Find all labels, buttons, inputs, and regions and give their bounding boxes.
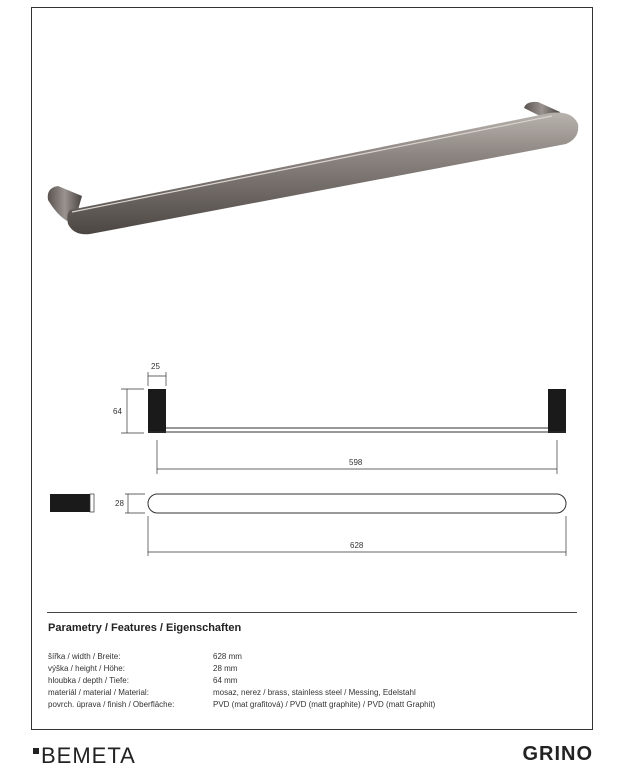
side-view-block bbox=[50, 494, 90, 512]
left-mount-block bbox=[148, 389, 166, 433]
spec-row-finish bbox=[48, 699, 578, 711]
product-name: GRINO bbox=[522, 743, 593, 765]
bar-top-view bbox=[148, 494, 566, 513]
brand-name: BEMETA bbox=[41, 743, 136, 768]
spec-value: 628 mm bbox=[213, 652, 242, 661]
dim-total-width: 628 bbox=[350, 541, 364, 550]
spec-value: PVD (mat grafitová) / PVD (matt graphite) / PVD (matt Graphit) bbox=[213, 700, 436, 709]
spec-row-width bbox=[48, 651, 578, 663]
spec-label: šířka / width / Breite: bbox=[48, 652, 121, 661]
spec-label: hloubka / depth / Tiefe: bbox=[48, 676, 129, 685]
spec-table bbox=[48, 651, 578, 711]
dim-inner-span: 598 bbox=[349, 458, 363, 467]
spec-label: povrch. úprava / finish / Oberfläche: bbox=[48, 700, 175, 709]
right-mount-block bbox=[548, 389, 566, 433]
spec-value: 64 mm bbox=[213, 676, 238, 685]
spec-value: 28 mm bbox=[213, 664, 238, 673]
spec-divider bbox=[47, 612, 577, 613]
spec-value: mosaz, nerez / brass, stainless steel / Messing, Edelstahl bbox=[213, 688, 416, 697]
spec-row-depth bbox=[48, 675, 578, 687]
brand-logo bbox=[33, 741, 136, 771]
spec-row-height bbox=[48, 663, 578, 675]
dim-depth: 28 bbox=[115, 499, 124, 508]
logo-square-icon bbox=[33, 748, 39, 754]
spec-row-material bbox=[48, 687, 578, 699]
spec-title: Parametry / Features / Eigenschaften bbox=[48, 622, 242, 634]
dim-height: 64 bbox=[113, 407, 122, 416]
spec-label: materiál / material / Material: bbox=[48, 688, 149, 697]
spec-label: výška / height / Höhe: bbox=[48, 664, 125, 673]
dim-mount-width: 25 bbox=[151, 362, 160, 371]
